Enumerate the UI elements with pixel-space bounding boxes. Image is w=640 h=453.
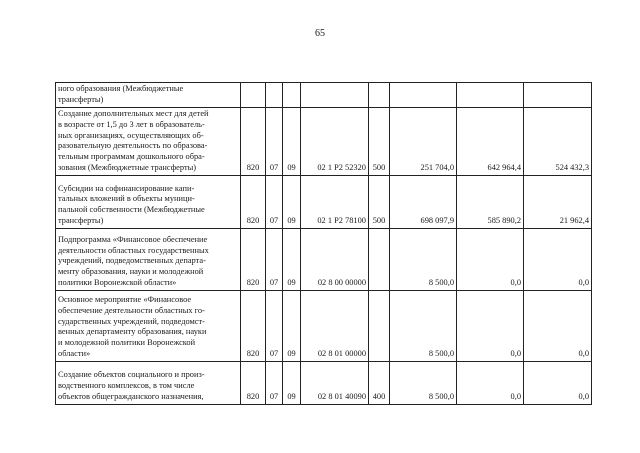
section-cell: 07 [266,290,283,361]
expense-type-cell [369,83,390,108]
row-name-cell: Основное мероприятие «Финансовое обеспечение деятельности областных го- сударственных учреждений, подведомст- венных департаменту образования, науки и молодежной политики Воронежской области» [56,290,241,361]
target-article-cell: 02 8 01 40090 [301,361,369,404]
expense-type-cell [369,228,390,290]
sum-year1-cell: 251 704,0 [390,108,457,176]
section-cell [266,83,283,108]
table-row [56,175,592,228]
target-article-cell: 02 1 P2 78100 [301,175,369,228]
target-article-cell: 02 8 01 00000 [301,290,369,361]
row-name-cell: Субсидии на софинансирование капи- тальных вложений в объекты муници- пальной собственности (Межбюджетные трансферты) [56,175,241,228]
subsection-cell: 09 [283,290,301,361]
ministry-code-cell: 820 [241,108,266,176]
sum-year1-cell: 698 097,9 [390,175,457,228]
ministry-code-cell: 820 [241,361,266,404]
budget-table-body [56,83,592,405]
sum-year2-cell [457,83,524,108]
row-name-cell: Создание дополнительных мест для детей в возрасте от 1,5 до 3 лет в образователь- ных организациях, осуществляющих об- разовательную деятельность по образова- тельным программам дошкольного обра- зования (Межбюджетные трансферты) [56,108,241,176]
sum-year3-cell: 21 962,4 [524,175,592,228]
table-row [56,83,592,108]
sum-year2-cell: 642 964,4 [457,108,524,176]
section-cell: 07 [266,108,283,176]
row-name-cell: Создание объектов социального и произ- водственного комплексов, в том числе объектов общегражданского назначения, [56,361,241,404]
ministry-code-cell: 820 [241,175,266,228]
section-cell: 07 [266,228,283,290]
table-row [56,361,592,404]
page-number: 65 [315,28,325,39]
sum-year3-cell: 0,0 [524,361,592,404]
expense-type-cell [369,290,390,361]
sum-year2-cell: 0,0 [457,228,524,290]
target-article-cell [301,83,369,108]
subsection-cell [283,83,301,108]
row-name-cell: ного образования (Межбюджетные трансферты) [56,83,241,108]
subsection-cell: 09 [283,108,301,176]
sum-year3-cell: 0,0 [524,290,592,361]
expense-type-cell: 500 [369,108,390,176]
sum-year1-cell: 8 500,0 [390,290,457,361]
target-article-cell: 02 8 00 00000 [301,228,369,290]
sum-year2-cell: 0,0 [457,361,524,404]
sum-year1-cell: 8 500,0 [390,361,457,404]
table-row [56,228,592,290]
table-row [56,108,592,176]
sum-year2-cell: 0,0 [457,290,524,361]
sum-year1-cell: 8 500,0 [390,228,457,290]
sum-year2-cell: 585 890,2 [457,175,524,228]
row-name-cell: Подпрограмма «Финансовое обеспечение деятельности областных государственных учреждений, подведомственных департа- менту образования, науки и молодежной политики Воронежской области» [56,228,241,290]
budget-table [55,82,592,405]
subsection-cell: 09 [283,361,301,404]
ministry-code-cell: 820 [241,228,266,290]
sum-year1-cell [390,83,457,108]
section-cell: 07 [266,361,283,404]
sum-year3-cell: 524 432,3 [524,108,592,176]
expense-type-cell: 500 [369,175,390,228]
ministry-code-cell: 820 [241,290,266,361]
section-cell: 07 [266,175,283,228]
table-row [56,290,592,361]
target-article-cell: 02 1 P2 52320 [301,108,369,176]
expense-type-cell: 400 [369,361,390,404]
sum-year3-cell: 0,0 [524,228,592,290]
subsection-cell: 09 [283,175,301,228]
ministry-code-cell [241,83,266,108]
subsection-cell: 09 [283,228,301,290]
sum-year3-cell [524,83,592,108]
